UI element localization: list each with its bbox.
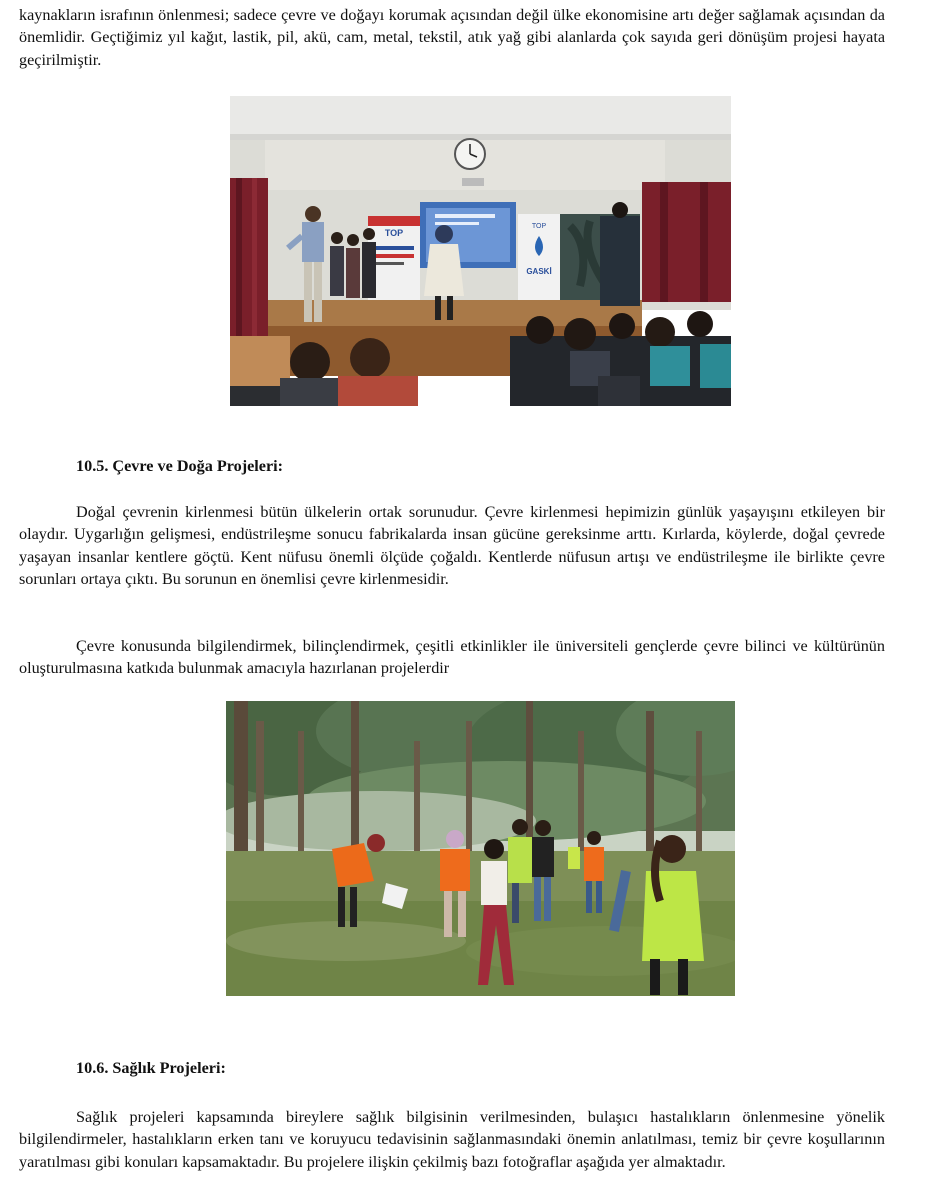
section-heading-10-5: 10.5. Çevre ve Doğa Projeleri: xyxy=(76,457,284,475)
banner-right-top-text: TOP xyxy=(531,223,547,230)
intro-paragraph: kaynakların israfının önlenmesi; sadece çevre ve doğayı korumak açısından değil ülke ekonomisine artı değer sağlamak açısından da önemlidir. Geçtiğimiz yıl kağıt, lastik, pil, akü, cam, metal, tekstil, atık yağ gibi alanlarda çok sayıda geri dönüşüm projesi hayata geçirilmiştir. xyxy=(19,6,885,69)
section-heading-10-6: 10.6. Sağlık Projeleri: xyxy=(76,1059,226,1077)
banner-right-text: GASKİ xyxy=(526,267,552,276)
section-10-5-paragraph-1: Doğal çevrenin kirlenmesi bütün ülkelerin ortak sorunudur. Çevre kirlenmesi hepimizin günlük yaşayışını etkileyen bir olaydır. Uygarlığın gelişmesi, endüstrileşme sonucu fabrikalarda insan gücüne gereksinme arttı. Kırlarda, köylerde, doğal çevrede yaşayan insanlar kentlere göçtü. Kent nüfusu önemli ölçüde çoğaldı. Kentlerde nüfusun artışı ve endüstrileşme ile birlikte çevre sorunları ortaya çıktı. Bu sorunun en önemlisi çevre kirlenmesidir. xyxy=(19,503,885,588)
section-10-6-paragraph-1: Sağlık projeleri kapsamında bireylere sağlık bilgisinin verilmesinden, bulaşıcı hastalıkların önlenmesine yönelik bilgilendirmeler, hastalıkların erken tanı ve koruyucu tedavisinin sağlanmasındaki önemin anlatılması, temiz bir çevre koşullarının yaratılması gibi konuları kapsamaktadır. Bu projelere ilişkin çekilmiş bazı fotoğraflar aşağıda yer almaktadır. xyxy=(19,1108,885,1171)
banner-left-text: TOP xyxy=(384,228,404,238)
section-10-5-paragraph-2: Çevre konusunda bilgilendirmek, bilinçlendirmek, çeşitli etkinlikler ile üniversiteli gençlerde çevre bilinci ve kültürünün oluşturulmasına katkıda bulunmak amacıyla hazırlanan projelerdir xyxy=(19,637,885,678)
classroom-presentation-photo xyxy=(230,96,731,406)
forest-cleanup-photo xyxy=(226,701,735,996)
